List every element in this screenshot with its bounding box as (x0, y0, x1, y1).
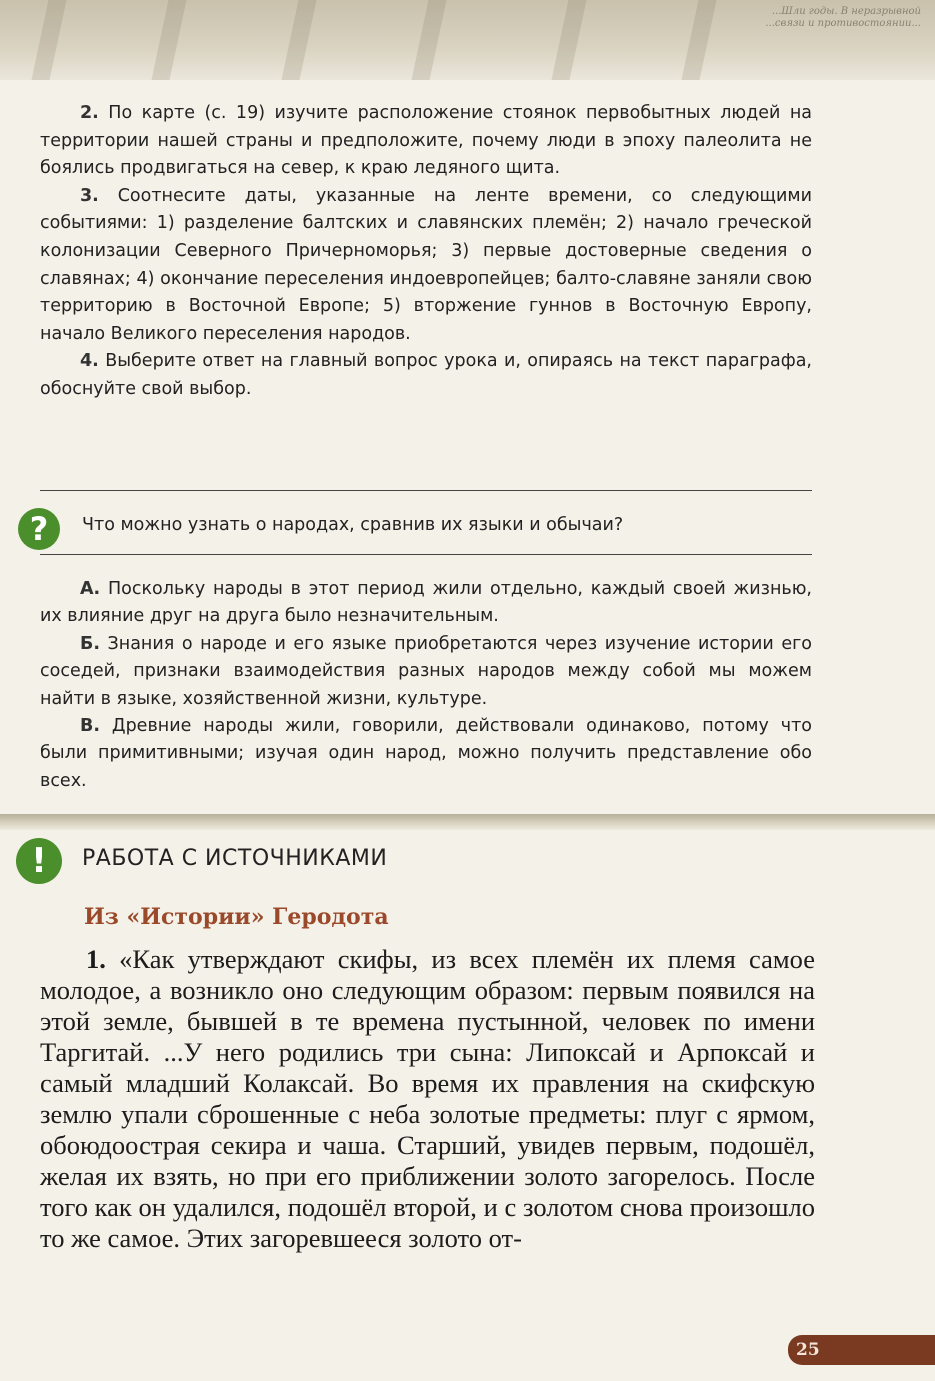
banner-stripe (411, 0, 446, 80)
answer-text: Поскольку народы в этот период жили отдельно, каждый своей жизнью, их влияние друг на друга было незначительным. (40, 579, 812, 627)
answers-list (40, 576, 812, 795)
answer-text: Знания о народе и его языке приобретаются через изучение истории его соседей, признаки взаимодействия разных народов между собой мы можем найти в языке, хозяйственной жизни, культуре. (40, 633, 812, 709)
source-paragraph-text: «Как утверждают скифы, из всех племён их племя самое молодое, а возникло оно следующим образом: первым появился на этой земле, бывшей в те времена пустынной, человек по имени Таргитай. ...У него родились три сына: Липоксай и Арпоксай и самый младший Колаксай. Во время их правления на скифскую землю упали сброшенные с неба золотые предметы: плуг с ярмом, обоюдоострая секира и чаша. Старший, увидев первым, подошёл, желая их взять, но при его приближении золото загорелось. После того как он удалился, подошёл второй, и с золотом снова произошло то же самое. Этих загоревшееся золото от- (40, 944, 815, 1253)
question-item (40, 348, 812, 403)
question-text: Соотнесите даты, указанные на ленте времени, со следующими событиями: 1) разделение балтских и славянских племён; 2) начало греческой колонизации Северного Причерноморья; 3) первые достоверные сведения о славянах; 4) окончание переселения индоевропейцев; балто-славяне заняли свою территорию в Восточной Европе; 5) вторжение гуннов в Восточную Европу, начало Великого переселения народов. (40, 185, 812, 344)
question-number: 3. (80, 185, 99, 206)
question-text: По карте (с. 19) изучите расположение стоянок первобытных людей на территории нашей страны и предположите, почему люди в эпоху палеолита не боялись продвигаться на север, к краю ледяного щита. (40, 103, 812, 179)
source-number: 1. (86, 944, 106, 974)
source-paragraph (40, 944, 815, 1254)
answer-item (40, 631, 812, 713)
question-mark-icon: ? (18, 508, 60, 550)
answer-letter: В. (80, 716, 100, 737)
answer-letter: Б. (80, 633, 100, 654)
question-item (40, 100, 812, 183)
main-question-text: Что можно узнать о народах, сравнив их языки и обычаи? (82, 515, 624, 535)
banner-stripe (681, 0, 716, 80)
divider-bottom (40, 554, 812, 555)
banner-caption (731, 6, 921, 30)
exclamation-icon: ! (16, 838, 62, 884)
page-number: 25 (796, 1340, 820, 1360)
answer-item (40, 713, 812, 795)
section-divider-bar (0, 814, 935, 830)
question-item (40, 183, 812, 349)
banner-stripe (551, 0, 586, 80)
banner-stripe (31, 0, 66, 80)
divider-top (40, 490, 812, 491)
top-decorative-banner (0, 0, 935, 80)
question-text: Выберите ответ на главный вопрос урока и, опираясь на текст параграфа, обоснуйте свой выбор. (40, 351, 812, 399)
answer-text: Древние народы жили, говорили, действовали одинаково, потому что были примитивными; изучая один народ, можно получить представление обо всех. (40, 716, 812, 791)
answer-item (40, 576, 812, 631)
question-number: 4. (80, 351, 99, 372)
banner-stripe (151, 0, 186, 80)
source-excerpt (40, 944, 815, 1254)
banner-caption-line: ...связи и противостоянии... (765, 18, 921, 29)
source-title: Из «Истории» Геродота (84, 904, 389, 930)
question-number: 2. (80, 103, 99, 123)
banner-stripe (281, 0, 316, 80)
answer-letter: А. (80, 579, 101, 599)
banner-caption-line: ...Шли годы. В неразрывной (771, 6, 921, 17)
questions-list (40, 100, 812, 404)
section-title: РАБОТА С ИСТОЧНИКАМИ (82, 846, 388, 871)
